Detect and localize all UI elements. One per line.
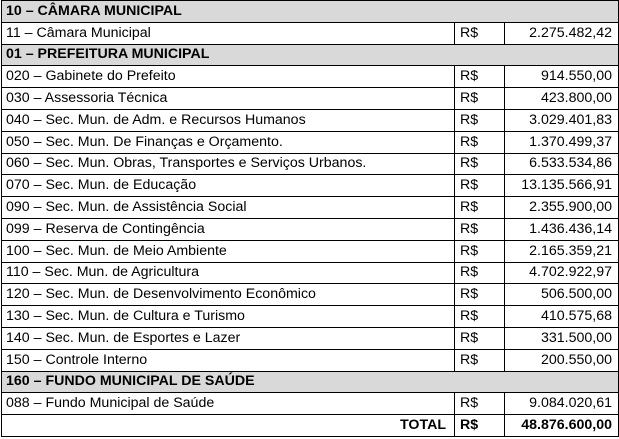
section-header-row — [2, 1, 619, 23]
budget-table — [1, 0, 619, 437]
currency-symbol: R$ — [455, 262, 505, 284]
total-currency: R$ — [455, 415, 505, 437]
item-value: 9.084.020,61 — [505, 393, 619, 415]
currency-symbol: R$ — [455, 197, 505, 219]
table-row — [2, 197, 619, 219]
section-heading: 01 – PREFEITURA MUNICIPAL — [2, 44, 619, 66]
item-value: 506.500,00 — [505, 284, 619, 306]
item-label: 050 – Sec. Mun. De Finanças e Orçamento. — [2, 131, 455, 153]
table-row — [2, 262, 619, 284]
item-value: 331.500,00 — [505, 327, 619, 349]
item-value: 4.702.922,97 — [505, 262, 619, 284]
total-label: TOTAL — [2, 415, 455, 437]
item-label: 11 – Câmara Municipal — [2, 22, 455, 44]
item-value: 1.436.436,14 — [505, 218, 619, 240]
item-label: 100 – Sec. Mun. de Meio Ambiente — [2, 240, 455, 262]
table-row — [2, 22, 619, 44]
item-value: 2.355.900,00 — [505, 197, 619, 219]
table-row — [2, 240, 619, 262]
currency-symbol: R$ — [455, 88, 505, 110]
item-label: 088 – Fundo Municipal de Saúde — [2, 393, 455, 415]
currency-symbol: R$ — [455, 240, 505, 262]
total-value: 48.876.600,00 — [505, 415, 619, 437]
item-value: 2.275.482,42 — [505, 22, 619, 44]
item-label: 099 – Reserva de Contingência — [2, 218, 455, 240]
item-label: 070 – Sec. Mun. de Educação — [2, 175, 455, 197]
item-value: 13.135.566,91 — [505, 175, 619, 197]
table-row — [2, 327, 619, 349]
table-row — [2, 284, 619, 306]
table-row — [2, 349, 619, 371]
currency-symbol: R$ — [455, 349, 505, 371]
total-row — [2, 415, 619, 437]
currency-symbol: R$ — [455, 175, 505, 197]
section-header-row — [2, 371, 619, 393]
item-value: 1.370.499,37 — [505, 131, 619, 153]
table-row — [2, 88, 619, 110]
section-header-row — [2, 44, 619, 66]
table-row — [2, 218, 619, 240]
table-row — [2, 175, 619, 197]
item-value: 200.550,00 — [505, 349, 619, 371]
item-label: 120 – Sec. Mun. de Desenvolvimento Econômico — [2, 284, 455, 306]
section-heading: 10 – CÂMARA MUNICIPAL — [2, 1, 619, 23]
item-value: 3.029.401,83 — [505, 109, 619, 131]
currency-symbol: R$ — [455, 218, 505, 240]
item-value: 914.550,00 — [505, 66, 619, 88]
item-value: 410.575,68 — [505, 306, 619, 328]
currency-symbol: R$ — [455, 327, 505, 349]
item-label: 040 – Sec. Mun. de Adm. e Recursos Humanos — [2, 109, 455, 131]
currency-symbol: R$ — [455, 393, 505, 415]
currency-symbol: R$ — [455, 22, 505, 44]
table-row — [2, 109, 619, 131]
table-row — [2, 306, 619, 328]
currency-symbol: R$ — [455, 66, 505, 88]
currency-symbol: R$ — [455, 109, 505, 131]
currency-symbol: R$ — [455, 131, 505, 153]
item-label: 110 – Sec. Mun. de Agricultura — [2, 262, 455, 284]
table-row — [2, 153, 619, 175]
item-label: 150 – Controle Interno — [2, 349, 455, 371]
item-label: 140 – Sec. Mun. de Esportes e Lazer — [2, 327, 455, 349]
item-label: 020 – Gabinete do Prefeito — [2, 66, 455, 88]
item-value: 2.165.359,21 — [505, 240, 619, 262]
item-value: 423.800,00 — [505, 88, 619, 110]
budget-table-body — [2, 1, 619, 437]
currency-symbol: R$ — [455, 153, 505, 175]
item-value: 6.533.534,86 — [505, 153, 619, 175]
table-row — [2, 66, 619, 88]
item-label: 090 – Sec. Mun. de Assistência Social — [2, 197, 455, 219]
item-label: 130 – Sec. Mun. de Cultura e Turismo — [2, 306, 455, 328]
item-label: 030 – Assessoria Técnica — [2, 88, 455, 110]
currency-symbol: R$ — [455, 284, 505, 306]
table-row — [2, 393, 619, 415]
currency-symbol: R$ — [455, 306, 505, 328]
section-heading: 160 – FUNDO MUNICIPAL DE SAÚDE — [2, 371, 619, 393]
item-label: 060 – Sec. Mun. Obras, Transportes e Serviços Urbanos. — [2, 153, 455, 175]
table-row — [2, 131, 619, 153]
